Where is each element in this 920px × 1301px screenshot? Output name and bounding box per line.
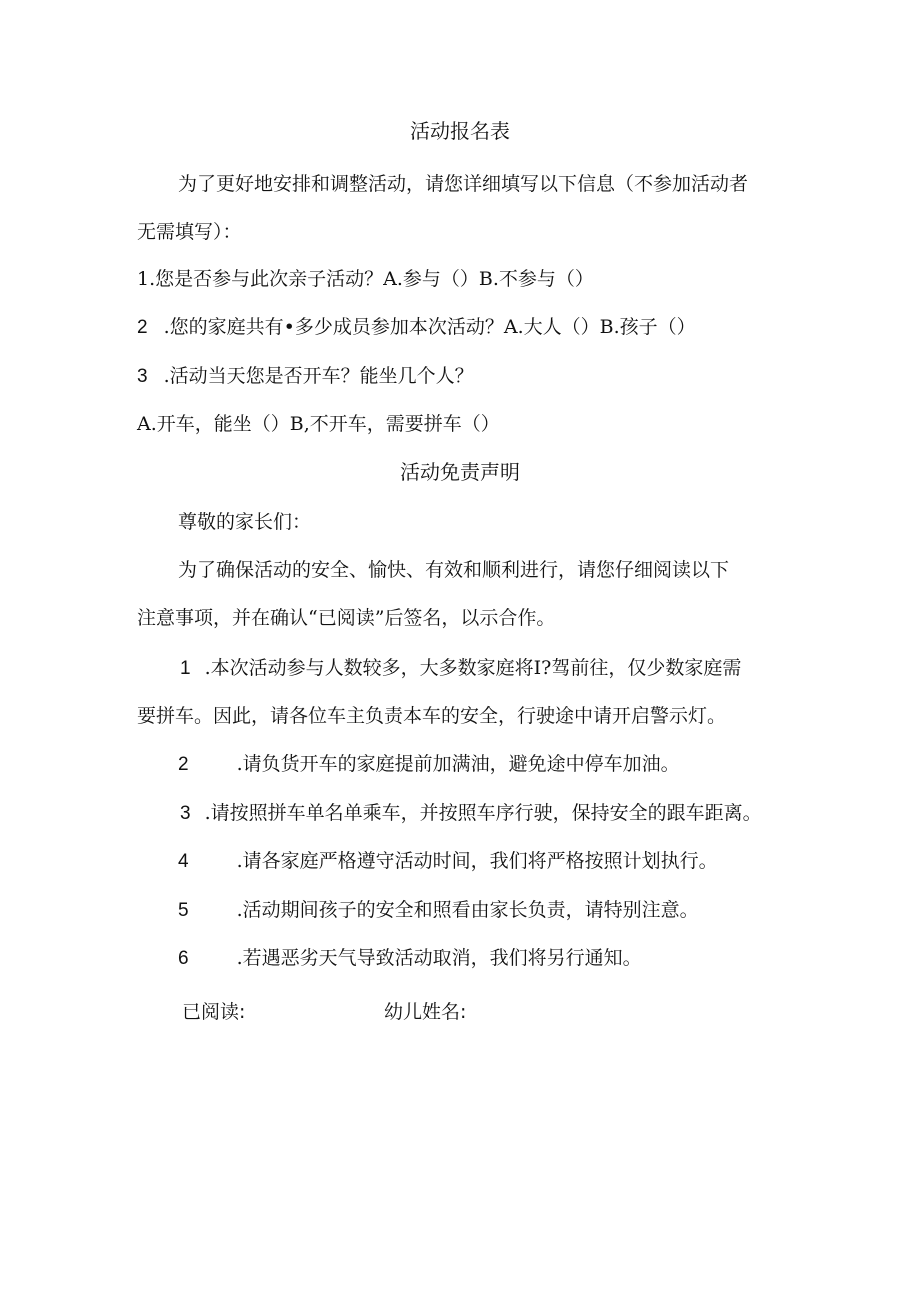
notice-item-6-text: .若遇恶劣天气导致活动取消，我们将另行通知。 <box>236 947 642 969</box>
notice-item-4-text: .请各家庭严格遵守活动时间，我们将严格按照计划执行。 <box>236 850 718 872</box>
read-confirmation-label: 已阅读: <box>182 1001 246 1023</box>
question-1: 1.您是否参与此次亲子活动？A.参与（）B.不参与（） <box>137 268 594 290</box>
question-2-number: 2 <box>137 317 148 338</box>
question-3-text: .活动当天您是否开车？能坐几个人？ <box>163 365 474 387</box>
child-name-label: 幼儿姓名: <box>384 1001 467 1023</box>
disclaimer-intro-line2: 注意事项，并在确认“已阅读”后签名，以示合作。 <box>137 607 556 629</box>
disclaimer-title: 活动免责声明 <box>400 460 520 484</box>
signup-title: 活动报名表 <box>410 119 510 143</box>
question-3-options: A.开车，能坐（）B,不开车，需要拼车（） <box>137 413 500 435</box>
question-2-text: .您的家庭共有•多少成员参加本次活动？A.大人（）B.孩子（） <box>163 316 696 338</box>
notice-item-3-text: .请按照拼车单名单乘车，并按照车序行驶，保持安全的跟车距离。 <box>204 802 762 824</box>
notice-item-6-number: 6 <box>178 948 189 969</box>
disclaimer-greeting: 尊敬的家长们： <box>178 511 312 533</box>
notice-item-1-number: 1 <box>180 658 191 679</box>
notice-item-5-number: 5 <box>178 900 189 921</box>
signup-intro-line2: 无需填写）： <box>137 221 242 243</box>
notice-item-2-text: .请负货开车的家庭提前加满油，避免途中停车加油。 <box>236 753 680 775</box>
notice-item-1-line2: 要拼车。因此，请各位车主负责本车的安全，行驶途中请开启警示灯。 <box>137 705 727 727</box>
notice-item-5 <box>178 898 699 923</box>
notice-item-6 <box>178 946 642 971</box>
notice-item-4 <box>178 849 718 874</box>
notice-item-4-number: 4 <box>178 851 189 872</box>
notice-item-1-text: .本次活动参与人数较多，大多数家庭将I?驾前往，仅少数家庭需 <box>204 657 742 679</box>
question-2 <box>137 315 696 340</box>
notice-item-2 <box>178 752 680 777</box>
notice-item-5-text: .活动期间孩子的安全和照看由家长负责，请特别注意。 <box>236 899 699 921</box>
signup-intro-line1: 为了更好地安排和调整活动，请您详细填写以下信息（不参加活动者 <box>178 173 749 195</box>
question-3 <box>137 364 474 389</box>
question-3-number: 3 <box>137 366 148 387</box>
notice-item-1-line1 <box>180 656 741 681</box>
notice-item-3-number: 3 <box>180 803 191 824</box>
notice-item-2-number: 2 <box>178 754 189 775</box>
disclaimer-intro-line1: 为了确保活动的安全、愉快、有效和顺利进行，请您仔细阅读以下 <box>178 559 730 581</box>
notice-item-3 <box>180 801 762 826</box>
